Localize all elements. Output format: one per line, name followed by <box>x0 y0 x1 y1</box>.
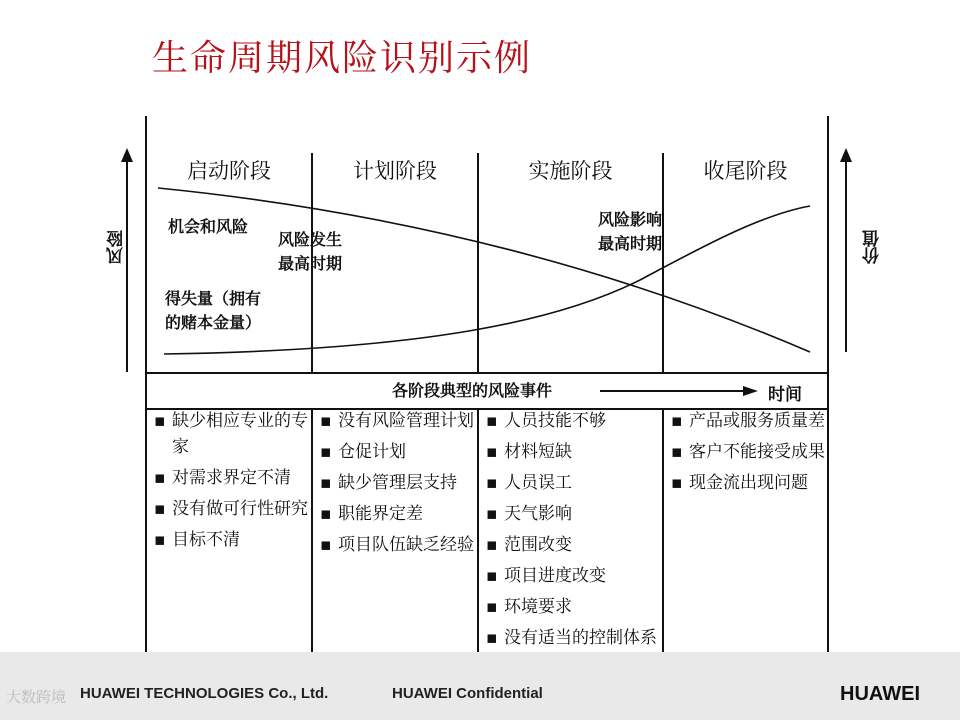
risk-event-text: 仓促计划 <box>338 442 406 462</box>
risk-event-item <box>667 408 825 434</box>
bullet-icon: ▪ <box>486 504 498 524</box>
risk-event-item <box>150 408 308 460</box>
risk-event-item <box>667 470 825 496</box>
risk-event-text: 产品或服务质量差 <box>689 411 825 431</box>
bullet-icon: ▪ <box>486 597 498 617</box>
risk-event-text: 缺少管理层支持 <box>338 473 457 493</box>
risk-event-item <box>482 594 658 620</box>
loss-line2: 的赌本金量） <box>165 313 262 332</box>
risk-event-text: 现金流出现问题 <box>689 473 808 493</box>
risk-event-item <box>482 501 658 527</box>
bullet-icon: ▪ <box>486 411 498 431</box>
bullet-icon: ▪ <box>486 535 498 555</box>
risk-event-text: 没有风险管理计划 <box>338 411 474 431</box>
risk-event-item <box>150 496 308 522</box>
bullet-icon: ▪ <box>320 411 332 431</box>
risk-event-item <box>316 470 474 496</box>
events-column-closing <box>667 408 825 501</box>
bullet-icon: ▪ <box>154 411 166 431</box>
footer-confidential: HUAWEI Confidential <box>392 685 543 702</box>
risk-event-item <box>316 501 474 527</box>
risk-event-item <box>482 439 658 465</box>
bullet-icon: ▪ <box>154 530 166 550</box>
phase-startup: 启动阶段 <box>187 159 271 183</box>
phase-closing: 收尾阶段 <box>703 159 788 183</box>
risk-event-item <box>482 532 658 558</box>
bullet-icon: ▪ <box>486 442 498 462</box>
time-label: 时间 <box>768 385 802 405</box>
risk-event-text: 没有适当的控制体系 <box>504 628 657 648</box>
risk-event-text: 材料短缺 <box>504 442 572 462</box>
risk-event-text: 环境要求 <box>504 597 572 617</box>
risk-event-item <box>316 532 474 558</box>
risk-event-text: 目标不清 <box>172 530 240 550</box>
time-arrowhead <box>743 386 758 396</box>
page-title: 生命周期风险识别示例 <box>152 38 533 79</box>
impact-peak-line1: 风险影响 <box>598 210 663 229</box>
risk-event-text: 缺少相应专业的专家 <box>172 411 308 457</box>
opportunity-risk-label: 机会和风险 <box>168 217 249 236</box>
risk-peak-line1: 风险发生 <box>278 230 343 249</box>
footer-brand: HUAWEI <box>840 683 920 705</box>
risk-event-text: 人员误工 <box>504 473 572 493</box>
bullet-icon: ▪ <box>671 473 683 493</box>
risk-event-text: 客户不能接受成果 <box>689 442 825 462</box>
risk-event-text: 没有做可行性研究 <box>172 499 308 519</box>
risk-event-item <box>482 408 658 434</box>
risk-event-item <box>316 439 474 465</box>
events-column-startup <box>150 408 308 558</box>
risk-event-text: 范围改变 <box>504 535 572 555</box>
events-column-planning <box>316 408 474 563</box>
bullet-icon: ▪ <box>671 442 683 462</box>
risk-event-text: 职能界定差 <box>338 504 423 524</box>
bullet-icon: ▪ <box>486 473 498 493</box>
right-axis-label: 价值 <box>863 230 883 264</box>
impact-peak-line2: 最高时期 <box>598 234 663 253</box>
risk-event-text: 人员技能不够 <box>504 411 606 431</box>
risk-event-item <box>482 563 658 589</box>
bullet-icon: ▪ <box>320 535 332 555</box>
bullet-icon: ▪ <box>154 499 166 519</box>
left-axis-arrowhead <box>121 148 133 162</box>
bullet-icon: ▪ <box>320 473 332 493</box>
footer-company: HUAWEI TECHNOLOGIES Co., Ltd. <box>80 685 329 702</box>
impact-peak-label <box>598 208 662 256</box>
risk-event-item <box>316 408 474 434</box>
bullet-icon: ▪ <box>154 468 166 488</box>
loss-line1: 得失量（拥有 <box>165 289 262 308</box>
risk-event-item <box>482 470 658 496</box>
events-label: 各阶段典型的风险事件 <box>392 381 553 400</box>
risk-event-item <box>150 527 308 553</box>
watermark: 大数跨境 <box>6 688 67 706</box>
risk-event-item <box>482 625 658 651</box>
left-axis-label: 风险 <box>107 230 127 264</box>
phase-execution: 实施阶段 <box>528 159 613 183</box>
bullet-icon: ▪ <box>486 566 498 586</box>
right-axis-arrowhead <box>840 148 852 162</box>
loss-label <box>165 287 261 335</box>
risk-event-text: 项目队伍缺乏经验 <box>338 535 474 555</box>
bullet-icon: ▪ <box>486 628 498 648</box>
events-column-execution <box>482 408 658 656</box>
bullet-icon: ▪ <box>671 411 683 431</box>
risk-event-text: 对需求界定不清 <box>172 468 291 488</box>
risk-peak-label <box>278 228 342 276</box>
phase-planning: 计划阶段 <box>353 159 437 183</box>
risk-event-text: 天气影响 <box>504 504 572 524</box>
risk-event-item <box>667 439 825 465</box>
bullet-icon: ▪ <box>320 504 332 524</box>
risk-peak-line2: 最高时期 <box>278 254 343 273</box>
risk-event-text: 项目进度改变 <box>504 566 606 586</box>
risk-event-item <box>150 465 308 491</box>
bullet-icon: ▪ <box>320 442 332 462</box>
